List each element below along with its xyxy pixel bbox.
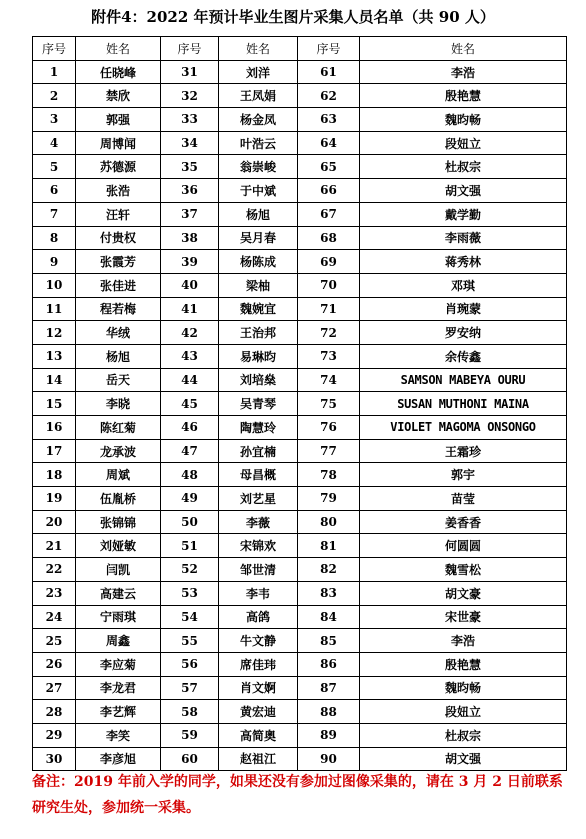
cell-name: 王霜珍 — [360, 439, 567, 463]
cell-index: 27 — [33, 676, 76, 700]
cell-name: 牛文静 — [219, 629, 298, 653]
cell-index: 26 — [33, 652, 76, 676]
cell-index: 88 — [298, 700, 360, 724]
cell-name: 刘娅敏 — [76, 534, 161, 558]
cell-index: 53 — [161, 581, 219, 605]
cell-index: 54 — [161, 605, 219, 629]
cell-name: 李韦 — [219, 581, 298, 605]
cell-name: 张锦锦 — [76, 510, 161, 534]
cell-name: 周斌 — [76, 463, 161, 487]
cell-name: 于中斌 — [219, 179, 298, 203]
cell-index: 67 — [298, 202, 360, 226]
cell-index: 39 — [161, 250, 219, 274]
cell-index: 85 — [298, 629, 360, 653]
cell-index: 18 — [33, 463, 76, 487]
cell-index: 47 — [161, 439, 219, 463]
cell-index: 63 — [298, 108, 360, 132]
document-title: 附件4：2022 年预计毕业生图片采集人员名单（共 90 人） — [91, 8, 495, 26]
cell-name: 孙宜楠 — [219, 439, 298, 463]
cell-index: 36 — [161, 179, 219, 203]
cell-index: 28 — [33, 700, 76, 724]
cell-index: 65 — [298, 155, 360, 179]
table-row — [33, 463, 567, 487]
cell-name: 汪轩 — [76, 202, 161, 226]
cell-name: 魏婉宜 — [219, 297, 298, 321]
table-row — [33, 439, 567, 463]
cell-name: 岳天 — [76, 368, 161, 392]
cell-index: 15 — [33, 392, 76, 416]
cell-name: 胡文强 — [360, 179, 567, 203]
table-row — [33, 321, 567, 345]
cell-name: 殷艳慧 — [360, 84, 567, 108]
cell-index: 25 — [33, 629, 76, 653]
cell-index: 34 — [161, 131, 219, 155]
cell-index: 61 — [298, 60, 360, 84]
cell-name: 席佳玮 — [219, 652, 298, 676]
table-row — [33, 510, 567, 534]
table-row — [33, 202, 567, 226]
cell-name: 高简奥 — [219, 723, 298, 747]
cell-index: 57 — [161, 676, 219, 700]
cell-index: 81 — [298, 534, 360, 558]
cell-name: 杨旭 — [219, 202, 298, 226]
cell-name: 邹世清 — [219, 558, 298, 582]
cell-index: 12 — [33, 321, 76, 345]
cell-index: 52 — [161, 558, 219, 582]
cell-name: 李浩 — [360, 60, 567, 84]
cell-name: 余传鑫 — [360, 344, 567, 368]
cell-index: 3 — [33, 108, 76, 132]
header-index-1: 序号 — [33, 37, 76, 61]
cell-name: 宋世豪 — [360, 605, 567, 629]
cell-name: 刘艺星 — [219, 487, 298, 511]
cell-name: 易琳昀 — [219, 344, 298, 368]
cell-index: 73 — [298, 344, 360, 368]
cell-index: 40 — [161, 273, 219, 297]
cell-name: 王凤娟 — [219, 84, 298, 108]
cell-index: 33 — [161, 108, 219, 132]
cell-name: 李笑 — [76, 723, 161, 747]
cell-index: 8 — [33, 226, 76, 250]
cell-index: 77 — [298, 439, 360, 463]
cell-index: 75 — [298, 392, 360, 416]
cell-name: 杨金凤 — [219, 108, 298, 132]
cell-name: 周博闻 — [76, 131, 161, 155]
cell-index: 68 — [298, 226, 360, 250]
cell-name: 高建云 — [76, 581, 161, 605]
cell-index: 89 — [298, 723, 360, 747]
cell-index: 4 — [33, 131, 76, 155]
cell-index: 78 — [298, 463, 360, 487]
cell-index: 87 — [298, 676, 360, 700]
header-index-2: 序号 — [161, 37, 219, 61]
roster-body — [33, 60, 567, 771]
cell-index: 51 — [161, 534, 219, 558]
cell-name: 魏昀畅 — [360, 676, 567, 700]
table-row — [33, 723, 567, 747]
table-header-row — [33, 37, 567, 61]
cell-name: 肖琬蒙 — [360, 297, 567, 321]
table-row — [33, 652, 567, 676]
cell-name: 程若梅 — [76, 297, 161, 321]
cell-index: 5 — [33, 155, 76, 179]
cell-name: 李晓 — [76, 392, 161, 416]
cell-index: 41 — [161, 297, 219, 321]
cell-index: 79 — [298, 487, 360, 511]
cell-name: 龙承波 — [76, 439, 161, 463]
cell-name: 姜香香 — [360, 510, 567, 534]
cell-name: 禁欣 — [76, 84, 161, 108]
cell-index: 59 — [161, 723, 219, 747]
cell-index: 44 — [161, 368, 219, 392]
header-name-2: 姓名 — [219, 37, 298, 61]
cell-index: 2 — [33, 84, 76, 108]
cell-name: 华绒 — [76, 321, 161, 345]
cell-index: 13 — [33, 344, 76, 368]
cell-name: 王治邦 — [219, 321, 298, 345]
cell-name: 刘培燊 — [219, 368, 298, 392]
cell-index: 50 — [161, 510, 219, 534]
cell-name: 段妞立 — [360, 700, 567, 724]
cell-index: 60 — [161, 747, 219, 771]
footnote: 备注：2019 年前入学的同学，如果还没有参加过图像采集的，请在 3 月 2 日前联系研究生处，参加统一采集。 — [32, 774, 563, 816]
cell-name: 闫凯 — [76, 558, 161, 582]
cell-index: 22 — [33, 558, 76, 582]
cell-name: 伍胤桥 — [76, 487, 161, 511]
table-row — [33, 676, 567, 700]
table-row — [33, 605, 567, 629]
cell-index: 9 — [33, 250, 76, 274]
cell-index: 70 — [298, 273, 360, 297]
table-row — [33, 558, 567, 582]
cell-index: 24 — [33, 605, 76, 629]
cell-index: 31 — [161, 60, 219, 84]
cell-name: 李龙君 — [76, 676, 161, 700]
cell-name: 郭宇 — [360, 463, 567, 487]
cell-name: 陈红菊 — [76, 416, 161, 440]
cell-index: 64 — [298, 131, 360, 155]
cell-index: 20 — [33, 510, 76, 534]
cell-name: 蒋秀林 — [360, 250, 567, 274]
cell-index: 72 — [298, 321, 360, 345]
cell-name: 付贵权 — [76, 226, 161, 250]
cell-name: 罗安纳 — [360, 321, 567, 345]
cell-name: SUSAN MUTHONI MAINA — [360, 392, 567, 416]
cell-index: 14 — [33, 368, 76, 392]
cell-name: 何圆圆 — [360, 534, 567, 558]
header-name-1: 姓名 — [76, 37, 161, 61]
table-row — [33, 84, 567, 108]
cell-index: 66 — [298, 179, 360, 203]
cell-name: 张浩 — [76, 179, 161, 203]
cell-index: 55 — [161, 629, 219, 653]
cell-name: 李艺辉 — [76, 700, 161, 724]
cell-index: 29 — [33, 723, 76, 747]
cell-index: 83 — [298, 581, 360, 605]
table-row — [33, 747, 567, 771]
table-row — [33, 534, 567, 558]
cell-index: 1 — [33, 60, 76, 84]
cell-name: 刘洋 — [219, 60, 298, 84]
table-row — [33, 581, 567, 605]
table-row — [33, 416, 567, 440]
cell-name: 邓琪 — [360, 273, 567, 297]
cell-name: 李雨薇 — [360, 226, 567, 250]
cell-name: 戴学勤 — [360, 202, 567, 226]
cell-name: 吴青琴 — [219, 392, 298, 416]
cell-index: 45 — [161, 392, 219, 416]
cell-index: 71 — [298, 297, 360, 321]
cell-name: 翁崇峻 — [219, 155, 298, 179]
table-row — [33, 226, 567, 250]
table-row — [33, 155, 567, 179]
cell-index: 7 — [33, 202, 76, 226]
cell-index: 42 — [161, 321, 219, 345]
cell-index: 19 — [33, 487, 76, 511]
cell-index: 6 — [33, 179, 76, 203]
cell-index: 37 — [161, 202, 219, 226]
cell-name: 魏昀畅 — [360, 108, 567, 132]
cell-index: 17 — [33, 439, 76, 463]
cell-name: 赵祖江 — [219, 747, 298, 771]
cell-index: 58 — [161, 700, 219, 724]
cell-name: 苏德源 — [76, 155, 161, 179]
cell-name: 陶慧玲 — [219, 416, 298, 440]
cell-index: 82 — [298, 558, 360, 582]
table-row — [33, 392, 567, 416]
table-row — [33, 273, 567, 297]
cell-name: 郭强 — [76, 108, 161, 132]
cell-index: 86 — [298, 652, 360, 676]
cell-index: 56 — [161, 652, 219, 676]
table-row — [33, 131, 567, 155]
cell-index: 38 — [161, 226, 219, 250]
cell-name: 段妞立 — [360, 131, 567, 155]
cell-index: 62 — [298, 84, 360, 108]
cell-index: 74 — [298, 368, 360, 392]
cell-index: 10 — [33, 273, 76, 297]
cell-name: 苗莹 — [360, 487, 567, 511]
cell-name: 杜叔宗 — [360, 155, 567, 179]
cell-index: 69 — [298, 250, 360, 274]
cell-name: 殷艳慧 — [360, 652, 567, 676]
table-row — [33, 368, 567, 392]
cell-index: 90 — [298, 747, 360, 771]
cell-name: 胡文豪 — [360, 581, 567, 605]
cell-name: 吴月春 — [219, 226, 298, 250]
cell-name: SAMSON MABEYA OURU — [360, 368, 567, 392]
table-row — [33, 108, 567, 132]
cell-index: 11 — [33, 297, 76, 321]
roster-table — [32, 36, 567, 771]
cell-name: 杨陈成 — [219, 250, 298, 274]
table-row — [33, 297, 567, 321]
cell-index: 48 — [161, 463, 219, 487]
cell-name: 任晓峰 — [76, 60, 161, 84]
cell-name: 胡文强 — [360, 747, 567, 771]
cell-index: 21 — [33, 534, 76, 558]
cell-name: 李浩 — [360, 629, 567, 653]
header-index-3: 序号 — [298, 37, 360, 61]
cell-name: 母昌概 — [219, 463, 298, 487]
cell-index: 49 — [161, 487, 219, 511]
cell-index: 76 — [298, 416, 360, 440]
cell-name: 肖文婀 — [219, 676, 298, 700]
cell-name: VIOLET MAGOMA ONSONGO — [360, 416, 567, 440]
cell-index: 23 — [33, 581, 76, 605]
cell-name: 宋锦欢 — [219, 534, 298, 558]
cell-index: 80 — [298, 510, 360, 534]
cell-name: 杜叔宗 — [360, 723, 567, 747]
cell-name: 李薇 — [219, 510, 298, 534]
cell-name: 李应菊 — [76, 652, 161, 676]
cell-name: 李彦旭 — [76, 747, 161, 771]
table-row — [33, 179, 567, 203]
cell-name: 黄宏迪 — [219, 700, 298, 724]
header-name-3: 姓名 — [360, 37, 567, 61]
cell-index: 84 — [298, 605, 360, 629]
cell-name: 周鑫 — [76, 629, 161, 653]
cell-name: 梁柚 — [219, 273, 298, 297]
cell-index: 35 — [161, 155, 219, 179]
cell-index: 30 — [33, 747, 76, 771]
cell-name: 叶浩云 — [219, 131, 298, 155]
table-row — [33, 344, 567, 368]
cell-name: 高鸽 — [219, 605, 298, 629]
cell-name: 魏雪松 — [360, 558, 567, 582]
cell-name: 张佳进 — [76, 273, 161, 297]
cell-index: 43 — [161, 344, 219, 368]
cell-index: 16 — [33, 416, 76, 440]
table-row — [33, 60, 567, 84]
table-row — [33, 487, 567, 511]
table-row — [33, 250, 567, 274]
table-row — [33, 629, 567, 653]
cell-name: 张霞芳 — [76, 250, 161, 274]
cell-index: 46 — [161, 416, 219, 440]
cell-name: 宁雨琪 — [76, 605, 161, 629]
cell-name: 杨旭 — [76, 344, 161, 368]
table-row — [33, 700, 567, 724]
cell-index: 32 — [161, 84, 219, 108]
